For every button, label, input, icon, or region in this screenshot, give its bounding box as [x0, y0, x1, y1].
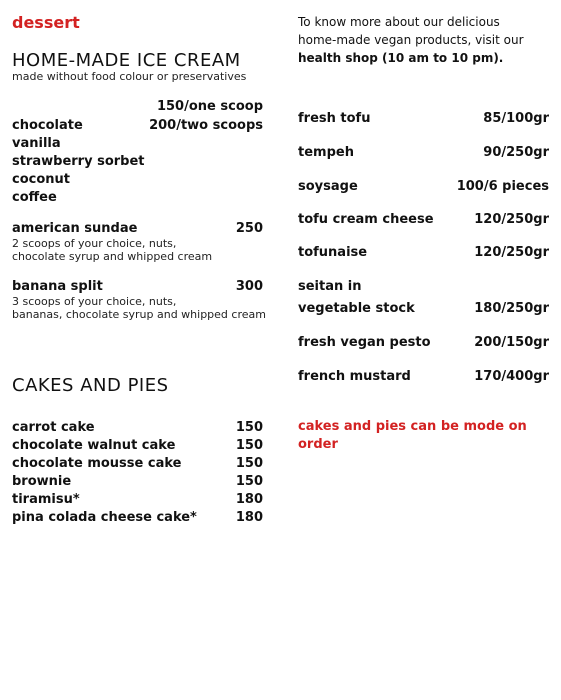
product-price: 120/250gr [474, 212, 549, 227]
product-price: 200/150gr [474, 335, 549, 350]
banana-split-item [12, 278, 266, 328]
product-name: fresh vegan pesto [298, 335, 431, 350]
product-price: 180/250gr [474, 301, 549, 316]
sundae-name: american sundae [12, 221, 138, 236]
product-name: tofunaise [298, 245, 368, 260]
product-name: vegetable stock [298, 301, 415, 316]
product-name: tofu cream cheese [298, 212, 434, 227]
cake-price: 150 [235, 474, 263, 489]
shop-products [298, 110, 549, 400]
banana-split-name: banana split [12, 279, 103, 294]
product-price: 85/100gr [483, 111, 549, 126]
product-price: 90/250gr [483, 145, 549, 160]
banana-split-price: 300 [235, 279, 263, 294]
cake-name: brownie [12, 474, 72, 489]
cake-name: tiramisu* [12, 492, 80, 507]
sundae-price: 250 [235, 221, 263, 236]
shop-intro-hours: health shop (10 am to 10 pm). [298, 51, 504, 65]
product-price: 170/400gr [474, 369, 549, 384]
banana-split-desc: 3 scoops of your choice, nuts, [12, 295, 177, 308]
cake-name: chocolate mousse cake [12, 456, 182, 471]
product-name-prefix: seitan in [298, 279, 362, 294]
product-name: tempeh [298, 145, 354, 160]
price-one-scoop: 150/one scoop [156, 99, 263, 114]
shop-intro-line: home-made vegan products, visit our [298, 33, 524, 47]
cake-name: pina colada cheese cake* [12, 510, 197, 525]
ice-cream-title: HOME-MADE ICE CREAM [12, 50, 241, 71]
sundae-item [12, 220, 263, 270]
price-two-scoops: 200/two scoops [149, 118, 263, 133]
section-label: dessert [12, 13, 80, 32]
flavor-item: coconut [12, 172, 70, 187]
flavor-item: chocolate [12, 118, 83, 133]
sundae-desc: 2 scoops of your choice, nuts, [12, 237, 177, 250]
cake-price: 180 [235, 492, 263, 507]
product-name: fresh tofu [298, 111, 371, 126]
cake-price: 180 [235, 510, 263, 525]
product-name: french mustard [298, 369, 411, 384]
cake-price: 150 [235, 438, 263, 453]
cake-name: carrot cake [12, 420, 95, 435]
flavor-item: vanilla [12, 136, 61, 151]
product-price: 120/250gr [474, 245, 549, 260]
shop-intro-line: To know more about our delicious [298, 15, 500, 29]
product-name: soysage [298, 179, 358, 194]
sundae-desc: chocolate syrup and whipped cream [12, 250, 213, 263]
order-note: cakes and pies can be mode on order [298, 419, 527, 452]
ice-cream-subtitle: made without food colour or preservatives [12, 70, 247, 83]
cake-price: 150 [235, 420, 263, 435]
shop-intro [298, 13, 524, 67]
cakes-title: CAKES AND PIES [12, 375, 169, 396]
flavor-item: coffee [12, 190, 57, 205]
cake-name: chocolate walnut cake [12, 438, 176, 453]
cakes-list [12, 419, 263, 529]
product-price: 100/6 pieces [456, 179, 549, 194]
cake-price: 150 [235, 456, 263, 471]
flavor-item: strawberry sorbet [12, 154, 145, 169]
banana-split-desc: bananas, chocolate syrup and whipped cream [12, 308, 266, 321]
